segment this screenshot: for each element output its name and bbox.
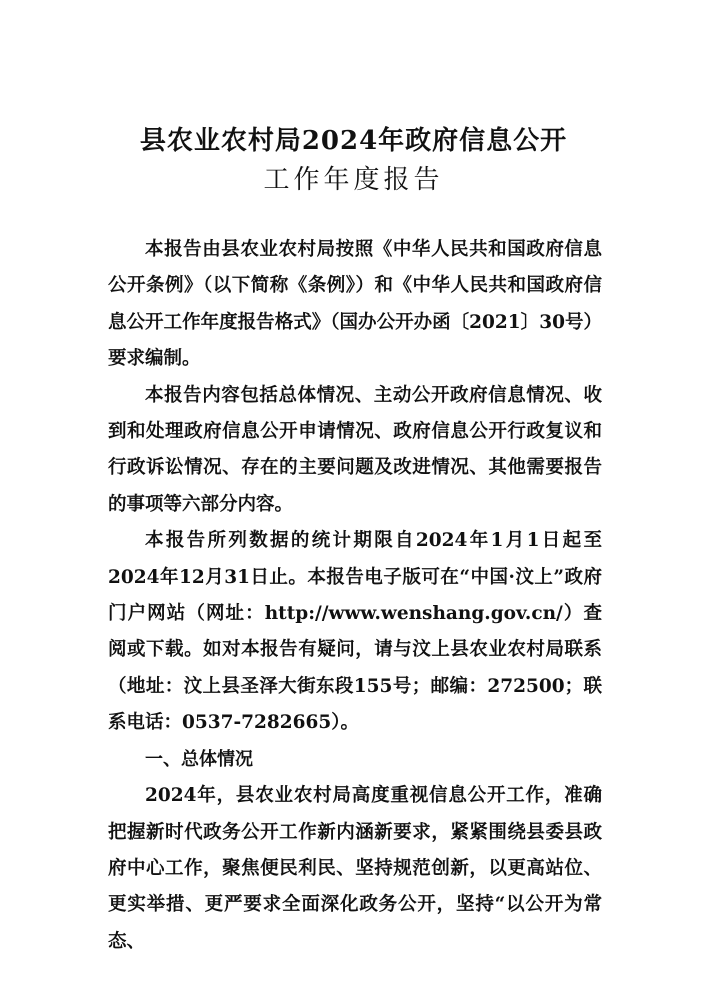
report-title-line-2: 工作年度报告 <box>263 165 444 195</box>
section-paragraph: 2024年，县农业农村局高度重视信息公开工作，准确把握新时代政务公开工作新内涵新要求，紧紧围绕县委县政府中心工作，聚焦便民利民、坚持规范创新，以更高站位、更实举措、更严要求全面深化政务公开，坚持“以公开为常态、 <box>108 785 602 952</box>
section-heading: 一、总体情况 <box>145 748 253 770</box>
intro-paragraph: 本报告由县农业农村局按照《中华人民共和国政府信息公开条例》（以下简称《条例》）和《中华人民共和国政府信息公开工作年度报告格式》（国办公开办函〔2021〕30号）要求编制。 <box>108 239 602 370</box>
report-body <box>108 232 602 960</box>
report-title-line-1: 县农业农村局2024年政府信息公开 <box>139 126 568 156</box>
contents-paragraph: 本报告内容包括总体情况、主动公开政府信息情况、收到和处理政府信息公开申请情况、政府信息公开行政复议和行政诉讼情况、存在的主要问题及改进情况、其他需要报告的事项等六部分内容。 <box>108 384 602 515</box>
statistics-period-paragraph: 本报告所列数据的统计期限自2024年1月1日起至2024年12月31日止。本报告电子版可在“中国·汶上”政府门户网站（网址：http://www.wenshang.gov.cn/）查阅或下载。如对本报告有疑问，请与汶上县农业农村局联系（地址：汶上县圣泽大街东段155号；邮编：272500；联系电话：0537-7282665）。 <box>108 530 602 734</box>
